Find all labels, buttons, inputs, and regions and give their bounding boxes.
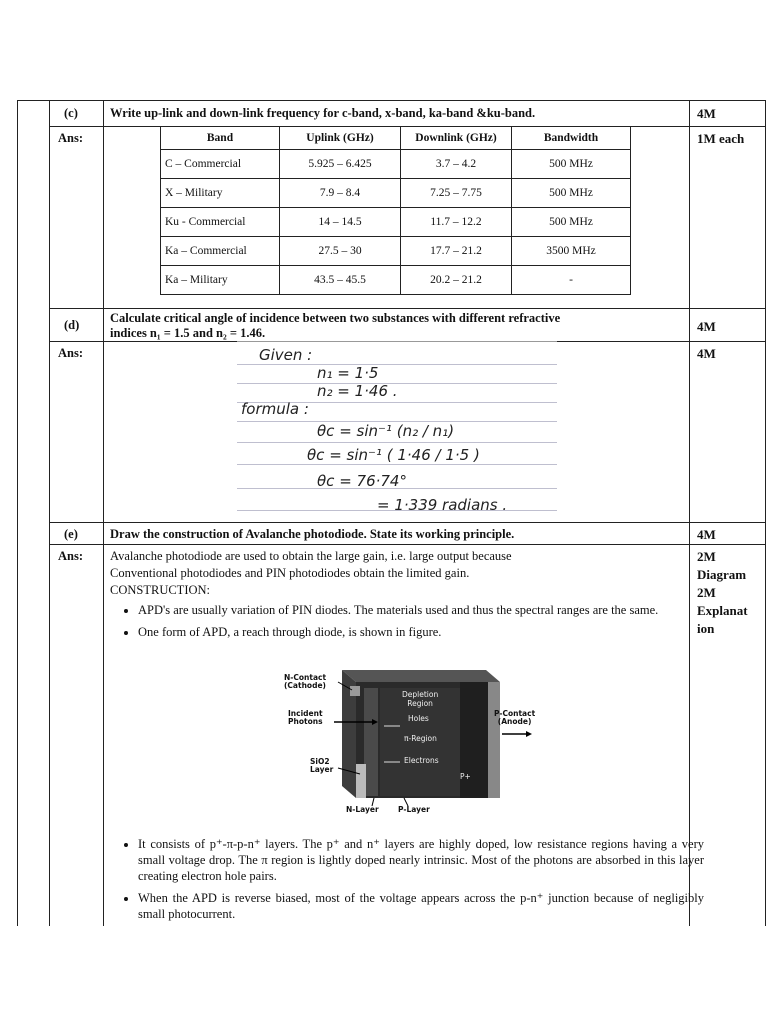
label-n-layer: N-Layer xyxy=(346,805,379,814)
list-item: • It consists of p⁺-π-p-n⁺ layers. The p⁺ and n⁺ layers are highly doped, low resistance regions having a very small voltage drop. The π region is lightly doped nearly intrinsic. Most of the photons are absorbed in this layer creating electron hole pairs. xyxy=(138,836,704,884)
q-e-marks: 4M xyxy=(697,527,716,542)
q-e-marks-expl-label-1: Explanat xyxy=(697,603,748,618)
table-row xyxy=(161,266,631,295)
hw-result-deg: θc = 76·74° xyxy=(317,472,407,490)
q-e-intro-line2: Conventional photodiodes and PIN photodiodes obtain the limited gain. xyxy=(110,566,470,580)
table-row xyxy=(161,208,631,237)
list-item: • One form of APD, a reach through diode, is shown in figure. xyxy=(138,624,704,640)
table-cell: 7.25 – 7.75 xyxy=(401,179,512,208)
right-border xyxy=(765,100,766,926)
inner-left-border xyxy=(49,100,50,926)
row-line-e xyxy=(49,522,766,523)
apd-diagram xyxy=(280,664,560,816)
header-downlink: Downlink (GHz) xyxy=(401,127,512,150)
q-c-question: Write up-link and down-link frequency for c-band, x-band, ka-band &ku-band. xyxy=(110,106,536,120)
row-line-e-ans xyxy=(49,544,766,545)
q-d-label: (d) xyxy=(64,318,80,332)
table-cell: 3.7 – 4.2 xyxy=(401,150,512,179)
table-cell: Ka – Commercial xyxy=(161,237,280,266)
table-cell: C – Commercial xyxy=(161,150,280,179)
q-e-marks-expl-label-2: ion xyxy=(697,621,715,636)
label-holes: Holes xyxy=(408,714,429,723)
table-cell: - xyxy=(512,266,631,295)
q-e-marks-diagram-value: 2M xyxy=(697,549,716,564)
table-cell: 43.5 – 45.5 xyxy=(280,266,401,295)
table-cell: 14 – 14.5 xyxy=(280,208,401,237)
q-e-ans-label: Ans: xyxy=(58,549,84,563)
table-cell: 20.2 – 21.2 xyxy=(401,266,512,295)
hw-given: Given : xyxy=(259,346,313,364)
table-cell: Ka – Military xyxy=(161,266,280,295)
q-e-construction-heading: CONSTRUCTION: xyxy=(110,583,211,597)
q-d-question-line1: Calculate critical angle of incidence between two substances with different refractive xyxy=(110,311,561,325)
table-row xyxy=(161,237,631,266)
table-cell: 17.7 – 21.2 xyxy=(401,237,512,266)
label-column-divider xyxy=(103,100,104,926)
q-e-marks-diagram-label: Diagram xyxy=(697,567,747,582)
list-item: • APD's are usually variation of PIN diodes. The materials used and thus the spectral ranges are the same. xyxy=(138,602,704,618)
hw-n1: n₁ = 1·5 xyxy=(317,364,379,382)
header-band: Band xyxy=(161,127,280,150)
table-cell: 3500 MHz xyxy=(512,237,631,266)
table-row xyxy=(161,179,631,208)
hw-result-rad: = 1·339 radians . xyxy=(377,496,508,514)
table-cell: 27.5 – 30 xyxy=(280,237,401,266)
table-cell: 500 MHz xyxy=(512,208,631,237)
label-pi-region: π-Region xyxy=(404,734,437,743)
table-row xyxy=(161,150,631,179)
q-e-label: (e) xyxy=(64,527,78,541)
table-cell: 11.7 – 12.2 xyxy=(401,208,512,237)
construction-bullets xyxy=(120,602,704,646)
hw-n2: n₂ = 1·46 . xyxy=(317,382,398,400)
q-d-ans-label: Ans: xyxy=(58,346,84,360)
q-e-intro-line1: Avalanche photodiode are used to obtain the large gain, i.e. large output because xyxy=(110,549,512,563)
table-cell: 500 MHz xyxy=(512,150,631,179)
table-cell: 5.925 – 6.425 xyxy=(280,150,401,179)
label-p-contact: P-Contact (Anode) xyxy=(494,709,536,726)
table-cell: 500 MHz xyxy=(512,179,631,208)
working-bullets xyxy=(120,836,704,928)
table-cell: Ku - Commercial xyxy=(161,208,280,237)
hw-eq2: θc = sin⁻¹ ( 1·46 / 1·5 ) xyxy=(307,446,480,464)
list-item: • When the APD is reverse biased, most of the voltage appears across the p-n⁺ junction because of negligibly small photocurrent. xyxy=(138,890,704,922)
label-p-layer: P-Layer xyxy=(398,805,430,814)
label-p-plus: P+ xyxy=(460,772,471,781)
label-sio2-layer: SiO2 Layer xyxy=(310,757,334,774)
table-cell: X – Military xyxy=(161,179,280,208)
header-uplink: Uplink (GHz) xyxy=(280,127,401,150)
hw-eq1: θc = sin⁻¹ (n₂ / n₁) xyxy=(317,422,455,440)
q-e-question: Draw the construction of Avalanche photodiode. State its working principle. xyxy=(110,527,515,541)
table-cell: 7.9 – 8.4 xyxy=(280,179,401,208)
marks-column-divider xyxy=(689,100,690,926)
label-n-contact: N-Contact (Cathode) xyxy=(284,673,327,690)
q-d-ans-marks: 4M xyxy=(697,346,716,361)
left-border xyxy=(17,100,18,926)
hw-formula: formula : xyxy=(241,400,309,418)
q-c-ans-marks: 1M each xyxy=(697,131,745,146)
q-d-marks: 4M xyxy=(697,319,716,334)
band-frequency-table xyxy=(160,126,631,295)
q-c-marks: 4M xyxy=(697,106,716,121)
table-header-row xyxy=(161,127,631,150)
q-e-marks-expl-value: 2M xyxy=(697,585,716,600)
label-electrons: Electrons xyxy=(404,756,439,765)
q-d-question-line2: indices n₁ = 1.5 and n₂ = 1.46. xyxy=(110,326,266,340)
q-c-ans-label: Ans: xyxy=(58,131,84,145)
label-depletion-region: Depletion Region xyxy=(402,690,439,708)
handwritten-solution xyxy=(237,341,557,518)
label-incident-photons: Incident Photons xyxy=(288,709,323,726)
header-bandwidth: Bandwidth xyxy=(512,127,631,150)
row-line-top xyxy=(17,100,766,101)
q-c-label: (c) xyxy=(64,106,78,120)
row-line-d xyxy=(49,308,766,309)
